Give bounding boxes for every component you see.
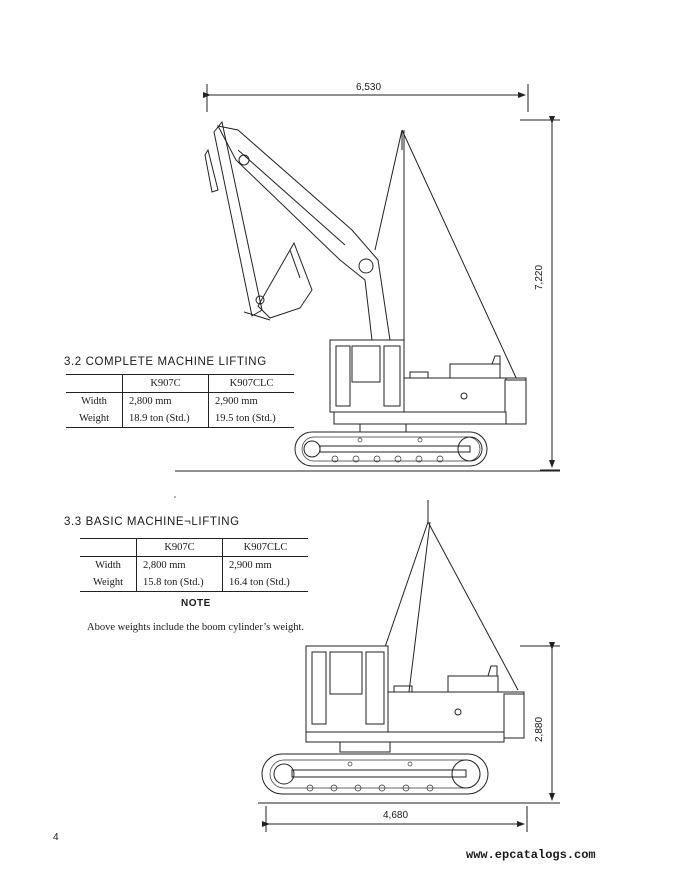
dimension-height-top: 7,220 <box>534 264 545 290</box>
row-label-width: Width <box>66 393 123 411</box>
table-row <box>66 393 294 411</box>
dimension-width-bottom: 4,680 <box>383 810 409 821</box>
basic-machine-spec-table <box>80 538 308 592</box>
table-row <box>80 557 308 575</box>
row-label-weight: Weight <box>66 410 123 428</box>
note-title: NOTE <box>181 598 211 609</box>
cell-value: 2,900 mm <box>229 560 272 571</box>
section-heading-complete-machine: 3.2 COMPLETE MACHINE LIFTING <box>64 356 267 368</box>
cell-value: 2,800 mm <box>137 557 223 575</box>
cell-value: 18.9 ton (Std.) <box>123 410 209 428</box>
row-label-width: Width <box>80 557 137 575</box>
table-header-blank <box>66 375 123 393</box>
table-header-k907clc: K907CLC <box>209 375 294 393</box>
cell-value: 2,800 mm <box>123 393 209 411</box>
table-header-blank <box>80 539 137 557</box>
table-header-k907c: K907C <box>137 539 223 557</box>
table-row <box>80 574 308 592</box>
cell-value: 2,900 mm <box>215 396 258 407</box>
dimension-width-top: 6,530 <box>356 82 382 93</box>
cell-value: 16.4 ton (Std.) <box>223 574 308 592</box>
note-text: Above weights include the boom cylinder’s weight. <box>87 622 305 633</box>
page-number: 4 <box>53 832 59 843</box>
table-header-k907clc: K907CLC <box>223 539 308 557</box>
watermark-link[interactable]: www.epcatalogs.com <box>466 848 596 862</box>
complete-machine-spec-table <box>66 374 294 428</box>
dimension-height-bottom: 2,880 <box>534 716 545 742</box>
cell-value: 15.8 ton (Std.) <box>137 574 223 592</box>
row-label-weight: Weight <box>80 574 137 592</box>
table-header-k907c: K907C <box>123 375 209 393</box>
table-row <box>66 410 294 428</box>
section-heading-basic-machine: 3.3 BASIC MACHINE¬LIFTING <box>64 516 240 528</box>
cell-value: 19.5 ton (Std.) <box>209 410 294 428</box>
